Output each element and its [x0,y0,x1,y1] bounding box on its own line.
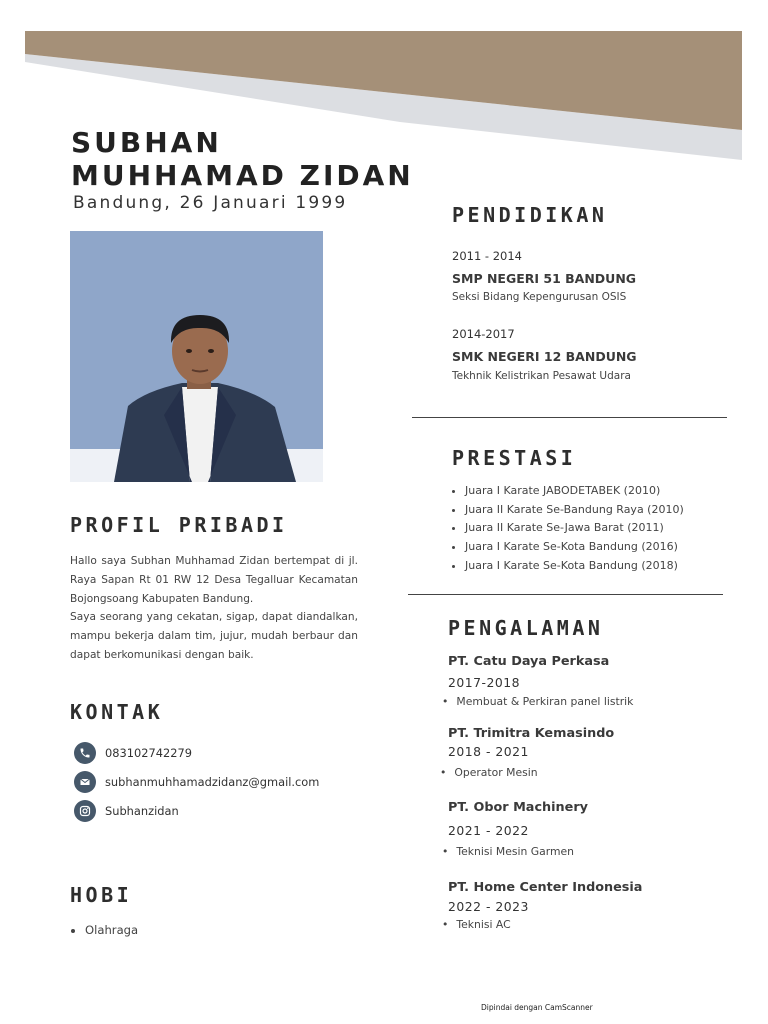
profile-paragraph-1: Hallo saya Subhan Muhhamad Zidan bertempat di jl. Raya Sapan Rt 01 RW 12 Desa Tegalluar Kecamatan Bojongsoang Kabupaten Bandung. [70,555,358,605]
education-1-years: 2011 - 2014 [452,249,522,263]
achievements-heading: PRESTASI [452,446,577,470]
experience-1-task [442,695,633,708]
education-heading: PENDIDIKAN [452,203,608,227]
achievement-item: • Juara I Karate Se-Kota Bandung (2018) [465,557,684,576]
experience-3-task-text: Teknisi Mesin Garmen [456,845,575,858]
education-2-desc: Tekhnik Kelistrikan Pesawat Udara [452,370,631,382]
experience-1-task-text: Membuat & Perkiran panel listrik [456,695,634,708]
contact-phone-text: 083102742279 [105,746,192,760]
achievement-item: • Juara I Karate JABODETABEK (2010) [465,482,684,501]
education-1-desc: Seksi Bidang Kepengurusan OSIS [452,291,627,303]
education-2-school: SMK NEGERI 12 BANDUNG [452,349,637,364]
contact-email-text: subhanmuhhamadzidanz@gmail.com [105,775,320,789]
experience-2-years: 2018 - 2021 [448,744,529,759]
divider-achievements [408,594,723,595]
experience-1-company: PT. Catu Daya Perkasa [448,654,610,669]
experience-3-years: 2021 - 2022 [448,823,529,838]
achievement-item: • Juara II Karate Se-Bandung Raya (2010) [465,501,684,520]
profile-photo [70,231,323,482]
experience-4-years: 2022 - 2023 [448,899,529,914]
achievement-item: • Juara II Karate Se-Jawa Barat (2011) [465,519,684,538]
experience-heading: PENGALAMAN [448,616,604,640]
achievements-list [452,482,684,576]
experience-4-task-text: Teknisi AC [456,918,511,931]
education-2-years: 2014-2017 [452,327,515,341]
mail-icon [74,771,96,793]
scanner-note: Dipindai dengan CamScanner [481,1003,593,1012]
hobby-item: • Olahraga [85,923,138,937]
contact-instagram-text: Subhanzidan [105,804,179,818]
experience-2-task [440,766,538,779]
contact-heading: KONTAK [70,700,164,724]
experience-3-task [442,845,574,858]
profile-paragraph-2: Saya seorang yang cekatan, sigap, dapat diandalkan, mampu bekerja dalam tim, jujur, mudah berbaur dan dapat berkomunikasi dengan baik. [70,611,358,661]
hobby-list [72,923,138,937]
phone-icon [74,742,96,764]
profile-heading: PROFIL PRIBADI [70,513,288,537]
divider-education [412,417,727,418]
experience-1-years: 2017-2018 [448,675,521,690]
contact-phone [74,742,192,764]
hobby-heading: HOBI [70,883,133,907]
birth-place-date: Bandung, 26 Januari 1999 [73,193,348,213]
achievement-item: • Juara I Karate Se-Kota Bandung (2016) [465,538,684,557]
experience-4-task [442,918,511,931]
experience-2-task-text: Operator Mesin [454,766,538,779]
education-1-school: SMP NEGERI 51 BANDUNG [452,271,637,286]
portrait-illustration [70,231,323,482]
profile-paragraph [70,552,358,665]
experience-2-company: PT. Trimitra Kemasindo [448,726,615,741]
instagram-icon [74,800,96,822]
contact-email [74,771,319,793]
person-name: SUBHAN MUHHAMAD ZIDAN [71,126,414,192]
contact-instagram [74,800,179,822]
experience-4-company: PT. Home Center Indonesia [448,880,643,895]
experience-3-company: PT. Obor Machinery [448,800,588,815]
